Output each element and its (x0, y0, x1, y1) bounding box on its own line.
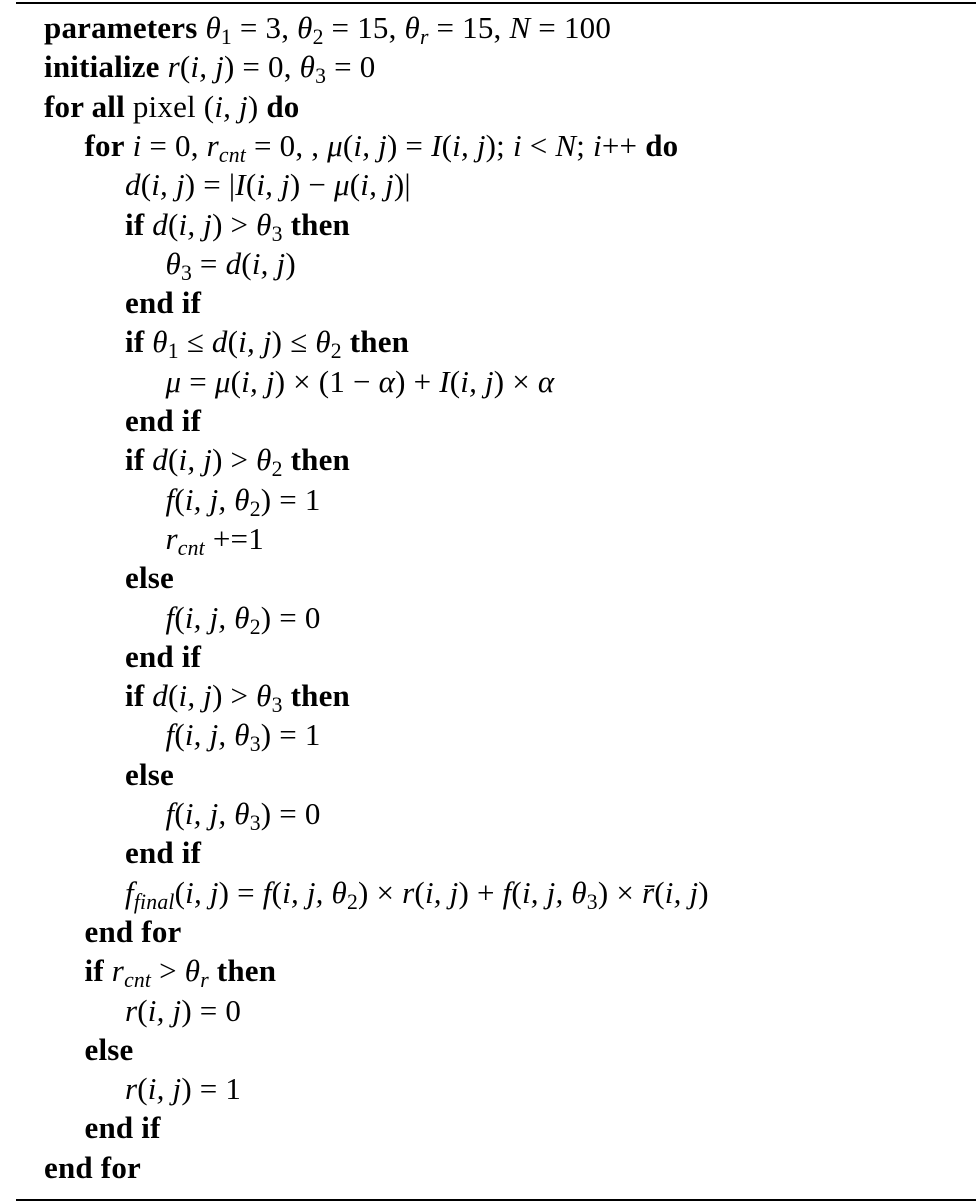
text: ( (168, 206, 179, 242)
keyword: else (84, 1031, 134, 1067)
subscript: cnt (124, 968, 152, 993)
algorithm-line (166, 519, 264, 558)
text (342, 324, 350, 359)
algorithm-line (165, 794, 321, 836)
algorithm-line (165, 715, 321, 757)
keyword: then (349, 324, 410, 360)
text: ) = 0, (223, 49, 300, 85)
text: ( (174, 874, 186, 910)
text: ) = 1 (260, 481, 321, 517)
keyword: end for (84, 913, 182, 949)
subscript: 2 (271, 457, 283, 482)
subscript: 2 (346, 889, 359, 914)
math-symbol: i, j, θ (184, 481, 250, 517)
text (104, 953, 112, 988)
algorithm-line (125, 755, 174, 794)
text: ) × (493, 363, 538, 399)
math-symbol: d (125, 167, 141, 203)
algorithm-line (125, 1069, 241, 1108)
text: > (151, 953, 185, 989)
keyword: then (290, 206, 350, 242)
algorithm-line (125, 440, 350, 482)
text: ( (179, 49, 191, 85)
math-symbol: d (225, 245, 242, 281)
math-symbol: f (165, 481, 175, 517)
subscript: 3 (249, 811, 261, 836)
text: +=1 (204, 520, 264, 556)
math-symbol: r (402, 874, 415, 910)
math-symbol: f (165, 796, 175, 831)
subscript: r (419, 25, 429, 50)
math-symbol: i, j (178, 206, 213, 242)
algorithm-line (85, 126, 679, 165)
keyword: if (84, 953, 104, 989)
math-symbol: r (206, 127, 219, 163)
text: ( (227, 324, 239, 360)
math-symbol: N (555, 127, 577, 163)
text: ) > (212, 206, 257, 242)
text: ( (174, 717, 185, 753)
math-symbol: θ (205, 10, 221, 45)
algorithm-line (85, 912, 182, 951)
math-symbol: θ (404, 10, 420, 45)
algorithm-line (125, 165, 411, 204)
text: ++ (601, 127, 646, 163)
text: ) = | (184, 167, 236, 203)
math-symbol: i, j, θ (184, 599, 250, 635)
text: )| (393, 167, 411, 203)
keyword: do (645, 127, 679, 163)
math-symbol: μ (333, 167, 350, 203)
text: ( (137, 992, 148, 1028)
keyword: parameters (44, 10, 198, 45)
algorithm-line (125, 833, 201, 872)
algorithm-line (84, 951, 277, 993)
text: ) ≤ (271, 324, 316, 360)
algorithm-line (125, 205, 350, 244)
math-symbol: i (512, 127, 522, 163)
math-symbol: i, j (185, 874, 219, 910)
math-symbol: i, j (452, 127, 486, 163)
text: ( (441, 127, 453, 163)
math-symbol: N (509, 10, 531, 45)
text: ( (230, 363, 242, 399)
keyword: else (125, 756, 174, 792)
math-symbol: i, j, θ (282, 874, 347, 910)
math-symbol: θ (152, 324, 168, 360)
algorithm-line (166, 480, 321, 519)
keyword: if (125, 442, 145, 478)
math-symbol: i, j (424, 874, 459, 910)
subscript: 3 (586, 889, 598, 914)
math-symbol: i, j (256, 167, 290, 203)
math-symbol: d (152, 442, 168, 478)
text: ) + (395, 363, 440, 399)
keyword: if (125, 206, 145, 242)
text: ) = 1 (181, 1071, 242, 1107)
math-symbol: d (152, 206, 168, 242)
text: ) = (386, 127, 432, 163)
math-symbol: θ (299, 49, 316, 85)
subscript: 1 (167, 339, 179, 364)
keyword: do (266, 88, 300, 124)
algorithm-line (125, 401, 201, 440)
keyword: then (216, 953, 277, 989)
math-symbol: r (111, 953, 125, 989)
text: ) (698, 874, 709, 910)
math-symbol: i, j (214, 88, 248, 124)
text: ) + (458, 874, 503, 910)
text (125, 128, 133, 163)
text: pixel ( (124, 88, 215, 124)
math-symbol: i, j (460, 363, 494, 399)
subscript: 3 (315, 64, 327, 89)
subscript: 1 (220, 25, 232, 50)
subscript: cnt (218, 142, 247, 167)
math-symbol: f (262, 874, 272, 910)
algorithm-line (125, 637, 201, 676)
text: ( (168, 442, 179, 478)
text (283, 678, 291, 713)
text: ( (140, 167, 152, 203)
subscript: 2 (330, 339, 342, 364)
top-rule (16, 2, 976, 4)
keyword: then (290, 442, 350, 478)
text (209, 953, 217, 988)
math-symbol: i, j (151, 167, 185, 203)
math-symbol: i, j (178, 442, 213, 478)
math-symbol: I (431, 127, 442, 163)
math-symbol: i, j (190, 49, 224, 85)
subscript: 3 (249, 732, 261, 757)
math-symbol: d (152, 678, 168, 714)
math-symbol: i, j (238, 324, 272, 360)
math-symbol: i, j, θ (521, 874, 587, 910)
text: ( (271, 874, 283, 910)
math-symbol: f (502, 874, 512, 910)
text: ( (241, 245, 252, 281)
math-symbol: i, j, θ (184, 796, 250, 831)
text: ) = 0 (260, 796, 321, 831)
subscript: cnt (177, 535, 205, 560)
keyword: end if (125, 835, 202, 871)
math-symbol: I (439, 363, 450, 399)
math-symbol: i, j (178, 678, 213, 714)
algorithm-line (125, 676, 350, 718)
math-symbol: α (378, 363, 396, 399)
keyword: end if (125, 285, 202, 321)
subscript: 3 (271, 693, 283, 718)
keyword: end if (125, 403, 202, 438)
text: ) = 0 (181, 992, 242, 1028)
algorithm-line (166, 598, 321, 637)
algorithm-line (85, 1030, 134, 1069)
text: ( (174, 796, 185, 831)
math-symbol: θ (315, 324, 331, 360)
keyword: end if (84, 1110, 161, 1146)
text: ) × (597, 874, 642, 910)
math-symbol: r (125, 1071, 138, 1107)
text: ( (349, 167, 361, 203)
math-symbol: θ (256, 442, 272, 478)
math-symbol: f (165, 599, 175, 635)
text: = 3, (231, 10, 298, 45)
text: ( (168, 678, 179, 714)
keyword: else (125, 560, 174, 596)
bottom-rule (16, 1199, 976, 1201)
text: ( (174, 481, 185, 517)
math-symbol: f (165, 717, 175, 753)
keyword: then (290, 678, 350, 714)
subscript: 2 (249, 496, 261, 521)
text: ; (576, 127, 594, 163)
algorithm-line (125, 873, 709, 912)
text: ≤ (178, 324, 212, 360)
algorithm-line (125, 283, 201, 322)
text: = 100 (530, 10, 612, 45)
math-symbol: i, j (147, 1071, 182, 1107)
keyword: for all (44, 88, 125, 124)
math-symbol: θ (256, 678, 272, 714)
text: ( (174, 599, 185, 635)
text: ) (285, 245, 296, 281)
algorithm-line (125, 558, 174, 597)
math-symbol: θ (184, 953, 201, 989)
text: ( (137, 1071, 148, 1107)
text: = 0 (326, 49, 376, 85)
math-symbol: μ (327, 127, 343, 163)
text (283, 442, 291, 477)
algorithm-line (166, 244, 296, 283)
math-symbol: d (211, 324, 228, 360)
math-symbol: α (537, 363, 555, 399)
keyword: if (125, 678, 145, 714)
algorithm-line (125, 991, 241, 1030)
text: ( (449, 363, 461, 399)
text (160, 49, 168, 84)
math-symbol: i, j (147, 992, 182, 1028)
subscript: 3 (271, 221, 283, 246)
math-symbol: r̄ (641, 874, 655, 910)
subscript: final (133, 889, 175, 914)
math-symbol: i, j (353, 127, 387, 163)
subscript: 2 (312, 25, 324, 50)
text: ); (485, 127, 513, 163)
math-symbol: i (593, 127, 602, 163)
keyword: for (84, 127, 125, 163)
text: = 0, , (246, 127, 328, 163)
text: = 15, (323, 10, 405, 45)
text: ) > (212, 442, 257, 478)
math-symbol: i (132, 127, 142, 163)
text: = 0, (141, 127, 207, 163)
algorithm-line (125, 322, 410, 364)
math-symbol: i, j (251, 245, 286, 281)
algorithm-line (44, 1148, 141, 1187)
text: = 15, (428, 10, 510, 45)
math-symbol: μ (214, 363, 231, 399)
math-symbol: θ (256, 206, 272, 242)
math-symbol: i, j (241, 363, 275, 399)
math-symbol: i, j, θ (184, 717, 250, 753)
keyword: initialize (44, 49, 160, 85)
text: ( (245, 167, 257, 203)
algorithm-line (166, 362, 555, 401)
subscript: 2 (249, 614, 261, 639)
subscript: 3 (180, 260, 192, 285)
text: = (191, 245, 226, 281)
text: ) − (289, 167, 334, 203)
math-symbol: f (125, 874, 134, 910)
text: ( (342, 127, 354, 163)
algorithm-line (44, 47, 376, 89)
keyword: if (125, 324, 145, 360)
math-symbol: r (165, 520, 178, 556)
math-symbol: I (235, 167, 246, 203)
text: ) (247, 88, 267, 124)
math-symbol: i, j (664, 874, 699, 910)
text: ) × (1 − (274, 363, 379, 399)
algorithm-line (44, 8, 612, 50)
text: ) > (212, 678, 257, 714)
algorithm-line (44, 87, 300, 126)
text: ) = (218, 874, 263, 910)
text: ) = 1 (260, 717, 321, 753)
keyword: end for (44, 1149, 141, 1185)
subscript: r (200, 968, 209, 993)
math-symbol: μ (165, 363, 182, 399)
math-symbol: r (167, 49, 180, 85)
algorithm-line (85, 1108, 161, 1147)
keyword: end if (125, 638, 202, 674)
text: ) = 0 (260, 599, 321, 635)
text: = (181, 363, 215, 399)
text: ( (511, 874, 522, 910)
text: ( (414, 874, 425, 910)
math-symbol: r (125, 992, 138, 1028)
math-symbol: θ (165, 245, 181, 281)
math-symbol: θ (297, 10, 313, 45)
text: ) × (358, 874, 403, 910)
text (283, 207, 291, 242)
text: < (521, 127, 556, 163)
text: ( (654, 874, 665, 910)
math-symbol: i, j (360, 167, 394, 203)
